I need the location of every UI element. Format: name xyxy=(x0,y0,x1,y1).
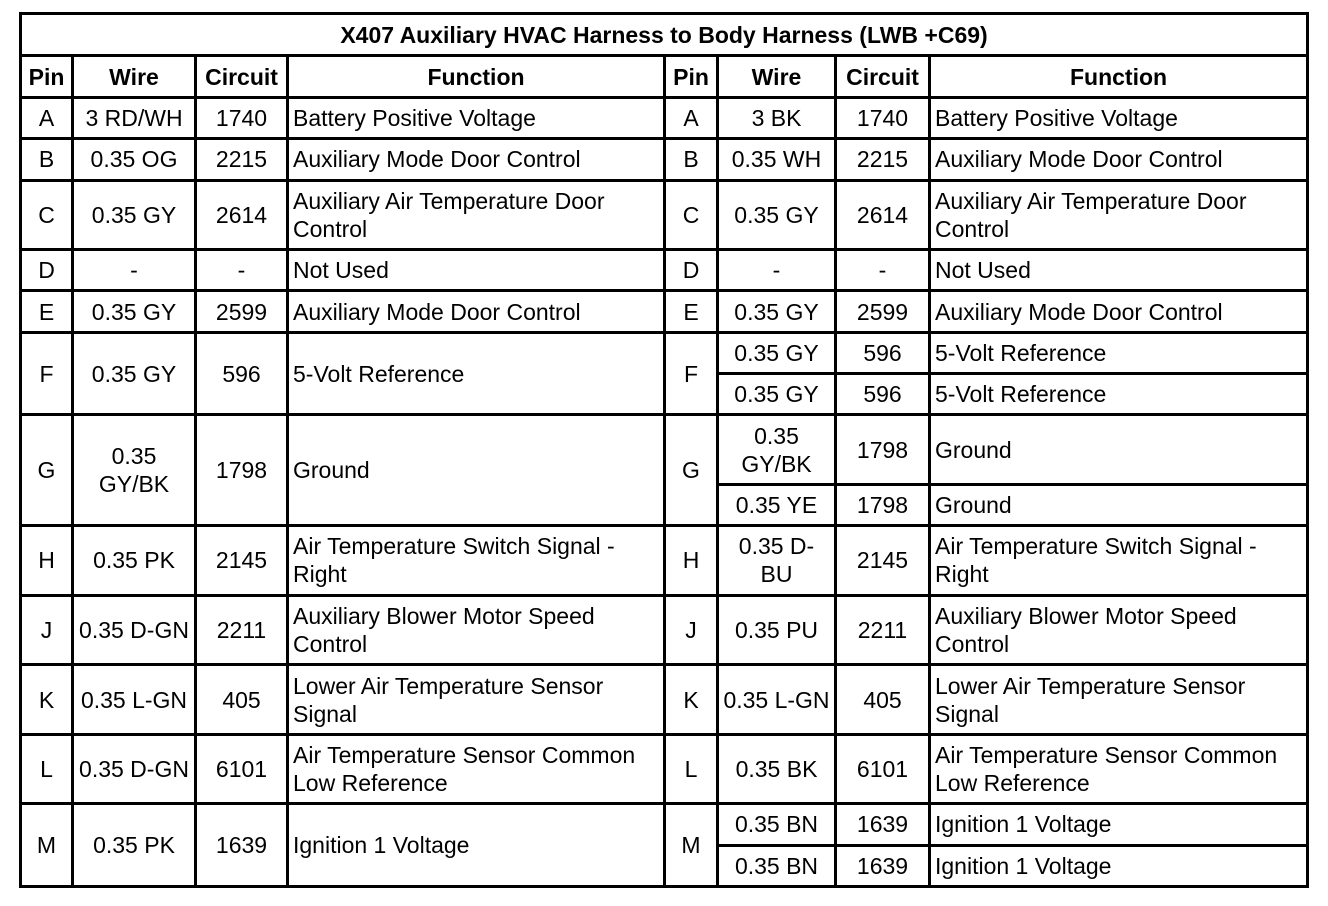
wire-cell: 3 RD/WH xyxy=(73,98,196,139)
pin-cell: C xyxy=(665,180,718,250)
wire-cell: 0.35 D-BU xyxy=(718,526,836,596)
pin-cell: D xyxy=(665,250,718,291)
wire-cell: 0.35 OG xyxy=(73,139,196,180)
pin-cell: D xyxy=(21,250,73,291)
pin-cell: G xyxy=(21,415,73,526)
pin-cell: G xyxy=(665,415,718,526)
circuit-cell: 596 xyxy=(836,332,930,373)
table-row xyxy=(21,665,1308,735)
function-cell: Air Temperature Switch Signal - Right xyxy=(288,526,665,596)
circuit-cell: 1740 xyxy=(836,98,930,139)
pin-cell: E xyxy=(665,291,718,332)
circuit-cell: 2145 xyxy=(196,526,288,596)
wire-cell: 0.35 GY/BK xyxy=(73,415,196,526)
pin-cell: K xyxy=(21,665,73,735)
circuit-cell: - xyxy=(836,250,930,291)
function-cell: Ignition 1 Voltage xyxy=(930,804,1308,845)
pin-cell: K xyxy=(665,665,718,735)
function-cell: Ignition 1 Voltage xyxy=(930,845,1308,886)
header-row xyxy=(21,56,1308,98)
wire-cell: 3 BK xyxy=(718,98,836,139)
pin-cell: F xyxy=(21,332,73,415)
pin-cell: M xyxy=(21,804,73,887)
pin-cell: H xyxy=(21,526,73,596)
function-cell: Battery Positive Voltage xyxy=(288,98,665,139)
function-cell: Auxiliary Mode Door Control xyxy=(288,291,665,332)
wire-cell: 0.35 PK xyxy=(73,526,196,596)
circuit-cell: 2599 xyxy=(196,291,288,332)
header-function: Function xyxy=(288,56,665,98)
circuit-cell: 2614 xyxy=(836,180,930,250)
table-row xyxy=(21,332,1308,373)
circuit-cell: 2211 xyxy=(196,595,288,665)
function-cell: Auxiliary Blower Motor Speed Control xyxy=(288,595,665,665)
header-circuit: Circuit xyxy=(196,56,288,98)
table-row xyxy=(21,595,1308,665)
function-cell: 5-Volt Reference xyxy=(288,332,665,415)
circuit-cell: 6101 xyxy=(196,734,288,804)
circuit-cell: 405 xyxy=(196,665,288,735)
wire-cell: 0.35 GY xyxy=(73,332,196,415)
function-cell: 5-Volt Reference xyxy=(930,374,1308,415)
circuit-cell: 1639 xyxy=(836,804,930,845)
pin-cell: A xyxy=(665,98,718,139)
circuit-cell: 1798 xyxy=(836,484,930,525)
connector-pinout-table xyxy=(19,12,1309,888)
function-cell: Not Used xyxy=(288,250,665,291)
function-cell: Auxiliary Air Temperature Door Control xyxy=(930,180,1308,250)
wire-cell: 0.35 GY xyxy=(718,291,836,332)
function-cell: Ground xyxy=(288,415,665,526)
wire-cell: 0.35 WH xyxy=(718,139,836,180)
function-cell: Air Temperature Sensor Common Low Reference xyxy=(288,734,665,804)
wire-cell: 0.35 PK xyxy=(73,804,196,887)
function-cell: Lower Air Temperature Sensor Signal xyxy=(288,665,665,735)
circuit-cell: 1740 xyxy=(196,98,288,139)
header-circuit: Circuit xyxy=(836,56,930,98)
function-cell: Lower Air Temperature Sensor Signal xyxy=(930,665,1308,735)
pin-cell: M xyxy=(665,804,718,887)
wire-cell: 0.35 D-GN xyxy=(73,734,196,804)
circuit-cell: 405 xyxy=(836,665,930,735)
wire-cell: 0.35 PU xyxy=(718,595,836,665)
function-cell: Auxiliary Air Temperature Door Control xyxy=(288,180,665,250)
pin-cell: J xyxy=(21,595,73,665)
pin-cell: B xyxy=(665,139,718,180)
table-row xyxy=(21,415,1308,485)
function-cell: Ignition 1 Voltage xyxy=(288,804,665,887)
wire-cell: 0.35 GY xyxy=(718,180,836,250)
wire-cell: 0.35 GY xyxy=(73,180,196,250)
function-cell: Air Temperature Sensor Common Low Reference xyxy=(930,734,1308,804)
function-cell: Air Temperature Switch Signal - Right xyxy=(930,526,1308,596)
wire-cell: 0.35 GY xyxy=(73,291,196,332)
pin-cell: A xyxy=(21,98,73,139)
function-cell: Auxiliary Mode Door Control xyxy=(930,139,1308,180)
table-title: X407 Auxiliary HVAC Harness to Body Harness (LWB +C69) xyxy=(21,14,1308,56)
pin-cell: L xyxy=(21,734,73,804)
pin-cell: B xyxy=(21,139,73,180)
function-cell: Ground xyxy=(930,415,1308,485)
function-cell: Ground xyxy=(930,484,1308,525)
table-row xyxy=(21,139,1308,180)
function-cell: Battery Positive Voltage xyxy=(930,98,1308,139)
circuit-cell: - xyxy=(196,250,288,291)
function-cell: Auxiliary Mode Door Control xyxy=(288,139,665,180)
function-cell: Not Used xyxy=(930,250,1308,291)
function-cell: 5-Volt Reference xyxy=(930,332,1308,373)
table-row xyxy=(21,291,1308,332)
function-cell: Auxiliary Mode Door Control xyxy=(930,291,1308,332)
table-row xyxy=(21,734,1308,804)
wire-cell: 0.35 L-GN xyxy=(718,665,836,735)
circuit-cell: 2614 xyxy=(196,180,288,250)
wire-cell: 0.35 BK xyxy=(718,734,836,804)
header-wire: Wire xyxy=(718,56,836,98)
pin-cell: L xyxy=(665,734,718,804)
header-wire: Wire xyxy=(73,56,196,98)
table-row xyxy=(21,98,1308,139)
table-row xyxy=(21,804,1308,845)
pin-cell: J xyxy=(665,595,718,665)
pinout-body xyxy=(21,98,1308,887)
wire-cell: 0.35 D-GN xyxy=(73,595,196,665)
wire-cell: 0.35 GY xyxy=(718,374,836,415)
pin-cell: C xyxy=(21,180,73,250)
pin-cell: H xyxy=(665,526,718,596)
circuit-cell: 2599 xyxy=(836,291,930,332)
pin-cell: F xyxy=(665,332,718,415)
wire-cell: 0.35 BN xyxy=(718,845,836,886)
wire-cell: 0.35 GY/BK xyxy=(718,415,836,485)
circuit-cell: 2215 xyxy=(836,139,930,180)
wire-cell: 0.35 L-GN xyxy=(73,665,196,735)
table-row xyxy=(21,250,1308,291)
table-row xyxy=(21,180,1308,250)
header-function: Function xyxy=(930,56,1308,98)
circuit-cell: 6101 xyxy=(836,734,930,804)
wire-cell: 0.35 YE xyxy=(718,484,836,525)
wire-cell: 0.35 GY xyxy=(718,332,836,373)
circuit-cell: 1639 xyxy=(196,804,288,887)
circuit-cell: 2215 xyxy=(196,139,288,180)
circuit-cell: 1798 xyxy=(196,415,288,526)
circuit-cell: 1639 xyxy=(836,845,930,886)
table-row xyxy=(21,526,1308,596)
function-cell: Auxiliary Blower Motor Speed Control xyxy=(930,595,1308,665)
circuit-cell: 2211 xyxy=(836,595,930,665)
header-pin: Pin xyxy=(21,56,73,98)
circuit-cell: 596 xyxy=(196,332,288,415)
wire-cell: - xyxy=(73,250,196,291)
wire-cell: 0.35 BN xyxy=(718,804,836,845)
pin-cell: E xyxy=(21,291,73,332)
circuit-cell: 1798 xyxy=(836,415,930,485)
wire-cell: - xyxy=(718,250,836,291)
header-pin: Pin xyxy=(665,56,718,98)
circuit-cell: 596 xyxy=(836,374,930,415)
circuit-cell: 2145 xyxy=(836,526,930,596)
